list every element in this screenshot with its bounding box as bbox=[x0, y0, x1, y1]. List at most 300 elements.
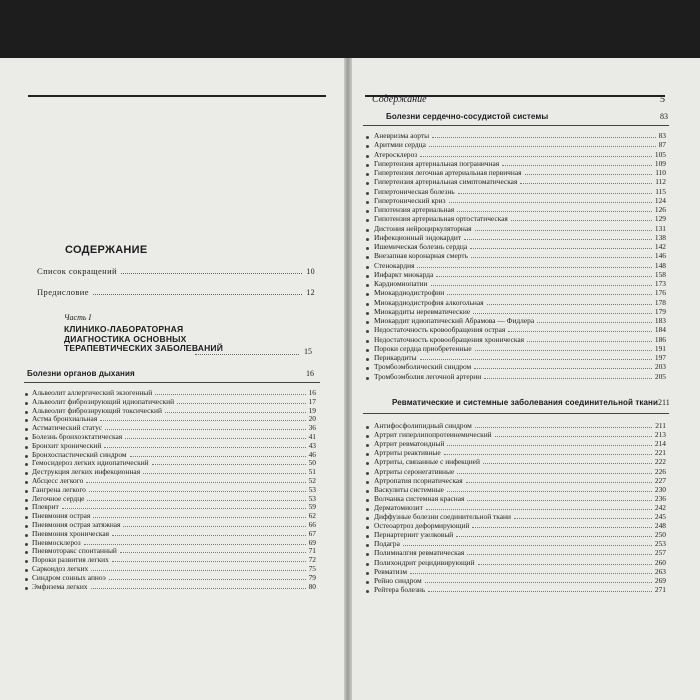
toc-entry-label: Васкулиты системные bbox=[374, 484, 444, 494]
leader-dots bbox=[457, 473, 652, 474]
section-title-cardiovascular[interactable]: Болезни сердечно-сосудистой системы bbox=[386, 112, 549, 121]
toc-entry-page: 51 bbox=[308, 467, 316, 477]
toc-entry[interactable] bbox=[374, 307, 666, 316]
toc-entry[interactable] bbox=[32, 485, 316, 494]
toc-entry-label: Пороки сердца приобретенные bbox=[374, 343, 472, 353]
toc-entry-page: 110 bbox=[655, 168, 666, 177]
toc-entry[interactable] bbox=[374, 353, 666, 362]
toc-entry-page: 20 bbox=[308, 414, 316, 424]
leader-dots bbox=[473, 313, 652, 314]
toc-entry[interactable] bbox=[32, 397, 316, 406]
toc-entry-label: Пневмоторакс спонтанный bbox=[32, 546, 117, 556]
part-title-line: ТЕРАПЕВТИЧЕСКИХ ЗАБОЛЕВАНИЙ bbox=[64, 343, 224, 353]
toc-entry[interactable] bbox=[374, 279, 666, 288]
toc-entry-label: Гипертоническая болезнь bbox=[374, 186, 455, 196]
toc-entry[interactable] bbox=[32, 520, 316, 529]
toc-entry[interactable] bbox=[374, 159, 666, 168]
leader-dots bbox=[475, 427, 652, 428]
toc-entry[interactable] bbox=[32, 423, 316, 432]
toc-entry-label: Атеросклероз bbox=[374, 149, 418, 159]
running-title: Содержание bbox=[372, 94, 427, 105]
toc-entry-label: Ревматизм bbox=[374, 566, 408, 576]
leader-dots bbox=[431, 285, 652, 286]
toc-entry-page: 62 bbox=[308, 511, 316, 521]
leader-dots bbox=[456, 536, 652, 537]
leader-dots bbox=[457, 211, 652, 212]
leader-dots bbox=[527, 341, 652, 342]
leader-dots bbox=[195, 354, 299, 355]
toc-entry-page: 129 bbox=[654, 214, 666, 224]
leader-dots bbox=[130, 456, 306, 457]
bullet-marker bbox=[366, 266, 369, 269]
toc-entry-page: 131 bbox=[654, 223, 666, 233]
leader-dots bbox=[62, 508, 306, 509]
leader-dots bbox=[165, 412, 306, 413]
bullet-marker bbox=[25, 534, 28, 537]
toc-entry-page: 186 bbox=[654, 334, 666, 344]
bullet-marker bbox=[366, 303, 369, 306]
toc-entry-label: Артриты, связанные с инфекцией bbox=[374, 457, 480, 467]
toc-entry-page: 173 bbox=[654, 279, 666, 288]
leader-dots bbox=[177, 403, 306, 404]
leader-dots bbox=[155, 394, 305, 395]
toc-entry-page: 230 bbox=[654, 484, 666, 494]
toc-entry[interactable] bbox=[374, 288, 666, 297]
toc-entry[interactable] bbox=[374, 521, 666, 530]
toc-entry-label: Артрит ревматоидный bbox=[374, 439, 445, 449]
toc-entry-label: Гипертензия артериальная симптоматическая bbox=[374, 177, 518, 187]
toc-entry[interactable] bbox=[374, 567, 666, 576]
toc-entry-page: 53 bbox=[308, 484, 316, 494]
toc-entry-page: 16 bbox=[308, 388, 316, 397]
toc-entry-label: Полихондрит рецидивирующий bbox=[374, 557, 475, 567]
leader-dots bbox=[502, 165, 652, 166]
toc-entry-page: 46 bbox=[308, 449, 316, 459]
toc-entry-label: Астматический статус bbox=[32, 423, 103, 433]
bullet-marker bbox=[366, 312, 369, 315]
bullet-marker bbox=[25, 587, 28, 590]
leader-dots bbox=[109, 579, 306, 580]
left-page bbox=[0, 58, 347, 700]
leader-dots bbox=[444, 454, 652, 455]
toc-entry-page: 257 bbox=[654, 548, 666, 558]
toc-entry-page: 227 bbox=[654, 475, 666, 485]
bullet-marker bbox=[25, 490, 28, 493]
toc-entry-abbreviations[interactable] bbox=[37, 266, 315, 277]
section-title-rheumatic[interactable]: Ревматические и системные заболевания соединительной ткани bbox=[392, 398, 658, 407]
toc-entry-page: 245 bbox=[654, 512, 666, 521]
bullet-marker bbox=[366, 201, 369, 204]
bullet-marker bbox=[366, 481, 369, 484]
toc-entry-label: Дистония нейроциркуляторная bbox=[374, 223, 472, 233]
toc-entry-page: 52 bbox=[308, 476, 316, 485]
part-title[interactable] bbox=[64, 325, 304, 354]
bullet-marker bbox=[366, 490, 369, 493]
toc-entry-page: 253 bbox=[654, 539, 666, 549]
toc-entry-label: Альвеолит аллергический экзогенный bbox=[32, 388, 153, 397]
leader-dots bbox=[87, 500, 305, 501]
bullet-marker bbox=[25, 481, 28, 484]
leader-dots bbox=[475, 350, 652, 351]
toc-entry-label: Тромбоэмболический синдром bbox=[374, 362, 472, 372]
bullet-marker bbox=[25, 393, 28, 396]
toc-entry-page: 183 bbox=[654, 316, 666, 325]
leader-dots bbox=[511, 220, 652, 221]
toc-entry[interactable] bbox=[374, 150, 666, 159]
toc-entry[interactable] bbox=[32, 573, 316, 582]
toc-entry-page: 236 bbox=[654, 493, 666, 503]
toc-entry-label: Миокардиты неревматические bbox=[374, 306, 471, 316]
toc-entry-label: Пневмония острая bbox=[32, 511, 91, 521]
toc-entry-page: 12 bbox=[306, 288, 315, 297]
toc-entry[interactable] bbox=[374, 298, 666, 307]
toc-entry-label: Гипертензия легочная артериальная первичная bbox=[374, 168, 522, 177]
bullet-marker bbox=[366, 499, 369, 502]
bullet-marker bbox=[366, 572, 369, 575]
toc-entry[interactable] bbox=[374, 439, 666, 448]
leader-dots bbox=[436, 276, 652, 277]
toc-entry-page: 184 bbox=[654, 325, 666, 335]
toc-entry[interactable] bbox=[374, 325, 666, 334]
toc-entry-label: Диффузные болезни соединительной ткани bbox=[374, 512, 511, 521]
toc-entry-page: 211 bbox=[655, 421, 666, 430]
toc-entry[interactable] bbox=[374, 558, 666, 567]
leader-dots bbox=[472, 527, 651, 528]
toc-entry[interactable] bbox=[374, 242, 666, 251]
leader-dots bbox=[125, 438, 305, 439]
toc-entry-preface[interactable] bbox=[37, 287, 315, 298]
toc-entry[interactable] bbox=[374, 467, 666, 476]
leader-dots bbox=[470, 248, 652, 249]
toc-entry-label: Пороки развития легких bbox=[32, 555, 109, 565]
toc-entry-page: 105 bbox=[654, 149, 666, 159]
leader-dots bbox=[428, 591, 652, 592]
section-underline bbox=[363, 125, 669, 126]
toc-entry[interactable] bbox=[374, 548, 666, 557]
toc-entry-label: Бронхит хронический bbox=[32, 440, 102, 450]
toc-entry-page: 213 bbox=[654, 430, 666, 440]
leader-dots bbox=[467, 500, 651, 501]
section-underline bbox=[363, 413, 669, 414]
toc-entry[interactable] bbox=[374, 585, 666, 594]
toc-entry-label: Гипертензия артериальная пограничная bbox=[374, 158, 500, 168]
toc-entry-label: Гипотензия артериальная ортостатическая bbox=[374, 214, 508, 224]
toc-entry-page: 72 bbox=[308, 555, 316, 565]
leader-dots bbox=[112, 535, 306, 536]
toc-entry[interactable] bbox=[374, 261, 666, 270]
leader-dots bbox=[520, 183, 652, 184]
section-title-respiratory[interactable]: Болезни органов дыхания bbox=[27, 369, 135, 378]
bullet-marker bbox=[366, 426, 369, 429]
toc-entry[interactable] bbox=[32, 529, 316, 538]
toc-entry-page: 36 bbox=[308, 423, 316, 433]
toc-entry[interactable] bbox=[374, 372, 666, 381]
toc-entry[interactable] bbox=[374, 251, 666, 260]
leader-dots bbox=[425, 582, 652, 583]
toc-entry[interactable] bbox=[32, 406, 316, 415]
toc-entry-label: Эмфизема легких bbox=[32, 581, 88, 591]
toc-entry-page: 87 bbox=[658, 140, 666, 150]
toc-entry-label: Плеврит bbox=[32, 502, 59, 512]
toc-entry-label: Тромбоэмболия легочной артерии bbox=[374, 371, 482, 381]
toc-entry[interactable] bbox=[32, 432, 316, 441]
part-label: Часть I bbox=[64, 313, 92, 322]
toc-entry-label: Волчанка системная красная bbox=[374, 493, 465, 503]
toc-entry[interactable] bbox=[32, 546, 316, 555]
toc-entry-label: Гипертонический криз bbox=[374, 195, 446, 205]
leader-dots bbox=[91, 570, 305, 571]
toc-entry-page: 79 bbox=[308, 572, 316, 582]
leader-dots bbox=[484, 378, 652, 379]
toc-entry-page: 178 bbox=[654, 297, 666, 307]
toc-entry-page: 109 bbox=[654, 158, 666, 168]
leader-dots bbox=[84, 544, 306, 545]
toc-entry-label: Перикардиты bbox=[374, 353, 417, 362]
toc-entry-page: 19 bbox=[308, 405, 316, 415]
left-header-rule bbox=[28, 95, 326, 97]
toc-entry-label: Рейтера болезнь bbox=[374, 584, 426, 594]
toc-entry-label: Артриты реактивные bbox=[374, 448, 441, 458]
leader-dots bbox=[93, 294, 302, 295]
toc-entry-label: Синдром сонных апноэ bbox=[32, 572, 106, 582]
toc-entry[interactable] bbox=[374, 177, 666, 186]
leader-dots bbox=[475, 230, 652, 231]
toc-entry[interactable] bbox=[374, 576, 666, 585]
toc-entry[interactable] bbox=[374, 168, 666, 177]
toc-entry-page: 66 bbox=[308, 520, 316, 529]
bullet-marker bbox=[366, 358, 369, 361]
leader-dots bbox=[100, 420, 305, 421]
bullet-marker bbox=[25, 569, 28, 572]
bullet-marker bbox=[366, 590, 369, 593]
toc-entry[interactable] bbox=[374, 494, 666, 503]
leader-dots bbox=[121, 273, 302, 274]
toc-entry-page: 248 bbox=[654, 521, 666, 531]
toc-entry[interactable] bbox=[32, 467, 316, 476]
bullet-marker bbox=[25, 402, 28, 405]
toc-entry[interactable] bbox=[32, 441, 316, 450]
toc-entry-label: Гипотензия артериальная bbox=[374, 205, 455, 214]
toc-entry-page: 250 bbox=[654, 530, 666, 540]
toc-entry[interactable] bbox=[374, 485, 666, 494]
leader-dots bbox=[93, 517, 305, 518]
leader-dots bbox=[471, 257, 652, 258]
toc-entry-label: Деструкция легких инфекционная bbox=[32, 467, 141, 477]
toc-entry-page: 269 bbox=[654, 575, 666, 585]
toc-entry-label: Легочное сердце bbox=[32, 493, 85, 503]
leader-dots bbox=[143, 473, 306, 474]
book-spine bbox=[344, 58, 352, 700]
toc-entry[interactable] bbox=[374, 214, 666, 223]
bullet-marker bbox=[25, 455, 28, 458]
toc-entry-label: Предисловие bbox=[37, 287, 89, 297]
bullet-marker bbox=[366, 349, 369, 352]
toc-entry[interactable] bbox=[374, 335, 666, 344]
toc-entry-page: 115 bbox=[655, 186, 666, 196]
toc-entry-label: Недостаточность кровообращения хроническая bbox=[374, 334, 525, 344]
toc-entry[interactable] bbox=[374, 457, 666, 466]
right-page-number: 5 bbox=[660, 94, 665, 105]
toc-entry[interactable] bbox=[32, 450, 316, 459]
toc-entry-label: Гангрена легкого bbox=[32, 484, 86, 494]
bullet-marker bbox=[25, 525, 28, 528]
leader-dots bbox=[410, 573, 652, 574]
leader-dots bbox=[464, 239, 652, 240]
leader-dots bbox=[467, 554, 652, 555]
toc-entry-page: 126 bbox=[654, 205, 666, 214]
toc-entry[interactable] bbox=[374, 270, 666, 279]
toc-entry-page: 83 bbox=[658, 131, 666, 140]
toc-entry-label: Саркоидоз легких bbox=[32, 564, 89, 573]
toc-entry-page: 146 bbox=[654, 251, 666, 261]
bullet-marker bbox=[366, 136, 369, 139]
toc-entry-label: Альвеолит фиброзирующий идиопатический bbox=[32, 396, 175, 406]
toc-entry-page: 112 bbox=[655, 177, 666, 187]
bullet-marker bbox=[366, 377, 369, 380]
leader-dots bbox=[152, 464, 306, 465]
bullet-marker bbox=[25, 543, 28, 546]
toc-entry[interactable] bbox=[374, 421, 666, 430]
toc-entry[interactable] bbox=[32, 502, 316, 511]
toc-entry[interactable] bbox=[374, 233, 666, 242]
toc-entry[interactable] bbox=[32, 458, 316, 467]
toc-entry-label: Альвеолит фиброзирующий токсический bbox=[32, 405, 162, 415]
toc-entry[interactable] bbox=[374, 503, 666, 512]
toc-entry-label: Подагра bbox=[374, 539, 400, 549]
toc-entry-page: 197 bbox=[654, 353, 666, 362]
bullet-marker bbox=[366, 284, 369, 287]
leader-dots bbox=[449, 202, 652, 203]
toc-entry[interactable] bbox=[374, 448, 666, 457]
toc-entry-label: Инфаркт миокарда bbox=[374, 269, 434, 279]
toc-entry-label: Артрит гиперлипопротеинемический bbox=[374, 430, 492, 440]
bullet-marker bbox=[25, 437, 28, 440]
toc-entry-page: 59 bbox=[308, 502, 316, 512]
bullet-marker bbox=[366, 164, 369, 167]
toc-entry-label: Стенокардия bbox=[374, 260, 415, 270]
leader-dots bbox=[420, 359, 652, 360]
leader-dots bbox=[487, 304, 652, 305]
leader-dots bbox=[123, 526, 305, 527]
toc-entry[interactable] bbox=[32, 538, 316, 547]
leader-dots bbox=[447, 491, 652, 492]
toc-entry[interactable] bbox=[374, 530, 666, 539]
toc-entry[interactable] bbox=[374, 140, 666, 149]
toc-entry-label: Миокардит идиопатический Абрамова — Фидлера bbox=[374, 316, 535, 325]
leader-dots bbox=[403, 545, 652, 546]
toc-entry-page: 41 bbox=[308, 432, 316, 441]
toc-entry[interactable] bbox=[32, 476, 316, 485]
toc-entry-page: 75 bbox=[308, 564, 316, 573]
toc-entry-label: Миокардиодистрофии bbox=[374, 288, 445, 298]
toc-entry-label: Рейно синдром bbox=[374, 575, 422, 585]
toc-entry-page: 263 bbox=[654, 566, 666, 576]
toc-entry[interactable] bbox=[32, 414, 316, 423]
bullet-marker bbox=[366, 155, 369, 158]
toc-entry-page: 214 bbox=[654, 439, 666, 449]
bullet-marker bbox=[366, 238, 369, 241]
toc-entry-label: Пневмония острая затяжная bbox=[32, 520, 121, 529]
toc-entry[interactable] bbox=[374, 196, 666, 205]
bullet-marker bbox=[25, 578, 28, 581]
toc-entry-label: Дерматомиозит bbox=[374, 502, 423, 512]
toc-entry-label: Болезнь бронхоэктатическая bbox=[32, 432, 123, 441]
toc-entry[interactable] bbox=[374, 187, 666, 196]
toc-entry[interactable] bbox=[374, 430, 666, 439]
bullet-marker bbox=[366, 517, 369, 520]
part-title-line: КЛИНИКО-ЛАБОРАТОРНАЯ bbox=[64, 324, 184, 334]
bullet-marker bbox=[366, 321, 369, 324]
leader-dots bbox=[432, 137, 656, 138]
toc-entry[interactable] bbox=[374, 539, 666, 548]
toc-entry[interactable] bbox=[374, 224, 666, 233]
section-underline bbox=[24, 382, 320, 383]
toc-entry-page: 176 bbox=[654, 288, 666, 298]
toc-entry-label: Миокардиодистрофия алкогольная bbox=[374, 297, 484, 307]
section-page-cardiovascular: 83 bbox=[660, 112, 668, 121]
section-page-respiratory: 16 bbox=[306, 369, 314, 378]
leader-dots bbox=[483, 463, 652, 464]
toc-entry-page: 271 bbox=[654, 584, 666, 594]
toc-entry-page: 69 bbox=[308, 537, 316, 547]
toc-entry[interactable] bbox=[32, 564, 316, 573]
toc-entry-page: 203 bbox=[654, 362, 666, 372]
leader-dots bbox=[91, 588, 306, 589]
toc-entry-label: Список сокращений bbox=[37, 266, 117, 276]
leader-dots bbox=[474, 368, 652, 369]
bullet-marker bbox=[25, 499, 28, 502]
toc-entry[interactable] bbox=[32, 582, 316, 591]
toc-entry-label: Абсцесс легкого bbox=[32, 476, 84, 485]
leader-dots bbox=[120, 552, 306, 553]
toc-entry[interactable] bbox=[374, 131, 666, 140]
toc-entry-page: 10 bbox=[306, 267, 315, 276]
toc-entry-page: 179 bbox=[654, 306, 666, 316]
bullet-marker bbox=[366, 275, 369, 278]
bullet-marker bbox=[25, 446, 28, 449]
toc-entry[interactable] bbox=[374, 512, 666, 521]
toc-entry-page: 222 bbox=[654, 457, 666, 467]
toc-entry-page: 53 bbox=[308, 493, 316, 503]
toc-entry[interactable] bbox=[374, 205, 666, 214]
toc-entry-label: Гемосидероз легких идиопатический bbox=[32, 458, 149, 468]
leader-dots bbox=[420, 156, 652, 157]
toc-entry-page: 80 bbox=[308, 581, 316, 591]
toc-entry[interactable] bbox=[374, 362, 666, 371]
bullet-marker bbox=[366, 173, 369, 176]
toc-entry[interactable] bbox=[374, 476, 666, 485]
bullet-marker bbox=[25, 411, 28, 414]
toc-entry[interactable] bbox=[32, 388, 316, 397]
toc-entry-label: Полимиалгия ревматическая bbox=[374, 548, 465, 558]
toc-entry[interactable] bbox=[32, 555, 316, 564]
leader-dots bbox=[447, 445, 651, 446]
toc-entry[interactable] bbox=[374, 344, 666, 353]
toc-entry[interactable] bbox=[32, 494, 316, 503]
toc-entry-label: Недостаточность кровообращения острая bbox=[374, 325, 506, 335]
toc-entry-label: Аритмии сердца bbox=[374, 140, 426, 150]
leader-dots bbox=[478, 564, 652, 565]
toc-entry[interactable] bbox=[374, 316, 666, 325]
leader-dots bbox=[112, 561, 306, 562]
bullet-marker bbox=[366, 340, 369, 343]
toc-entry[interactable] bbox=[32, 511, 316, 520]
toc-entry-page: 242 bbox=[654, 502, 666, 512]
leader-dots bbox=[525, 174, 653, 175]
part-title-line: ДИАГНОСТИКА ОСНОВНЫХ bbox=[64, 333, 187, 344]
bullet-marker bbox=[366, 563, 369, 566]
section-page-rheumatic: 211 bbox=[658, 398, 670, 407]
